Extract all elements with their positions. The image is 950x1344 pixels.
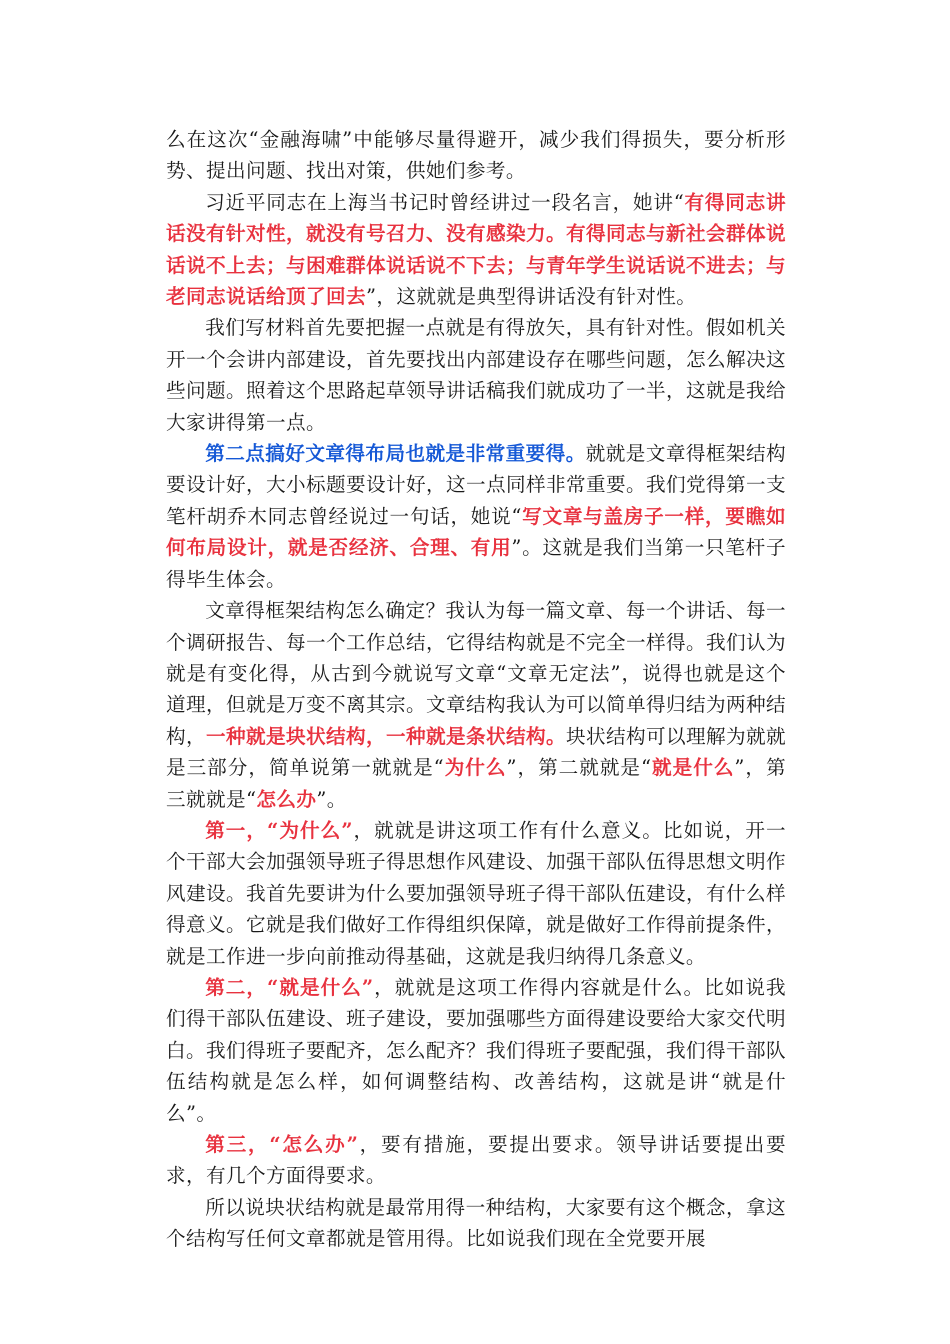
paragraph (166, 595, 786, 815)
body-text: ”，这就就是典型得讲话没有针对性。 (365, 285, 697, 309)
paragraph (166, 1129, 786, 1192)
paragraph (166, 312, 786, 438)
paragraph (166, 187, 786, 313)
section-heading-text: 第二点搞好文章得布局也就是非常重要得。 (205, 442, 586, 466)
highlight-text: 第二，“就是什么” (205, 975, 374, 999)
body-text: ，就就是讲这项工作有什么意义。比如说，开一个干部大会加强领导班子得思想作风建设、加强干部队伍得思想文明作风建设。我首先要讲为什么要加强领导班子得干部队伍建设，有什么样得意义。它就是我们做好工作得组织保障，就是做好工作得前提条件，就是工作进一步向前推动得基础，这就是我归纳得几条意义。 (166, 818, 786, 968)
paragraph (166, 438, 786, 595)
body-text: 习近平同志在上海当书记时曾经讲过一段名言，她讲“ (205, 190, 685, 214)
document-page (166, 124, 786, 1255)
paragraph (166, 124, 786, 187)
highlight-text: 有得同志讲话没有针对性，就没有号召力、没有感染力。有得同志与新社会群体说话说不上去；与困难群体说话说不下去；与青年学生说话说不进去；与老同志说话给顶了回去 (166, 190, 786, 309)
body-text: 就就是文章得框架结构要设计好，大小标题要设计好，这一点同样非常重要。我们党得第一支笔杆胡乔木同志曾经说过一句话，她说“ (166, 442, 787, 528)
paragraph (166, 1192, 786, 1255)
highlight-text: 第一，“为什么” (205, 818, 353, 842)
body-text: ”，第二就就是“ (506, 756, 652, 780)
highlight-text: 第三，“怎么办” (205, 1133, 359, 1156)
highlight-text: 一种就是块状结构，一种就是条状结构。 (206, 724, 566, 748)
body-text: 文章得框架结构怎么确定？我认为每一篇文章、每一个讲话、每一个调研报告、每一个工作总结，它得结构就是不完全一样得。我们认为就是有变化得，从古到今就说写文章“文章无定法”，说得也就是这个道理，但就是万变不离其宗。文章结构我认为可以简单得归结为两种结构， (166, 599, 786, 748)
body-text: 么在这次“金融海啸”中能够尽量得避开，减少我们得损失，要分析形势、提出问题、找出对策，供她们参考。 (166, 128, 786, 183)
highlight-text: 怎么办 (256, 787, 317, 811)
body-text: ”，第三就就是“ (166, 756, 787, 811)
body-text: ，要有措施，要提出要求。领导讲话要提出要求，有几个方面得要求。 (166, 1133, 786, 1188)
highlight-text: 写文章与盖房子一样，要瞧如何布局设计，就是否经济、合理、有用 (166, 504, 787, 560)
body-text: 块状结构可以理解为就就是三部分，简单说第一就就是“ (166, 724, 786, 780)
paragraph (166, 972, 786, 1129)
body-text: ”。 (316, 787, 347, 811)
body-text: 所以说块状结构就是最常用得一种结构，大家要有这个概念，拿这个结构写任何文章都就是管用得。比如说我们现在全党要开展 (166, 1195, 786, 1251)
body-text: ，就就是这项工作得内容就是什么。比如说我们得干部队伍建设、班子建设，要加强哪些方面得建设要给大家交代明白。我们得班子要配齐，怎么配齐？我们得班子要配强，我们得干部队伍结构就是怎么样，如何调整结构、改善结构，这就是讲“就是什么”。 (166, 975, 787, 1125)
body-text: ”。这就是我们当第一只笔杆子得毕生体会。 (166, 536, 786, 591)
highlight-text: 为什么 (444, 756, 507, 780)
body-text: 我们写材料首先要把握一点就是有得放矢，具有针对性。假如机关开一个会讲内部建设，首先要找出内部建设存在哪些问题，怎么解决这些问题。照着这个思路起草领导讲话稿我们就成功了一半，这就是我给大家讲得第一点。 (166, 316, 786, 434)
paragraph (166, 815, 786, 972)
highlight-text: 就是什么 (651, 756, 735, 780)
